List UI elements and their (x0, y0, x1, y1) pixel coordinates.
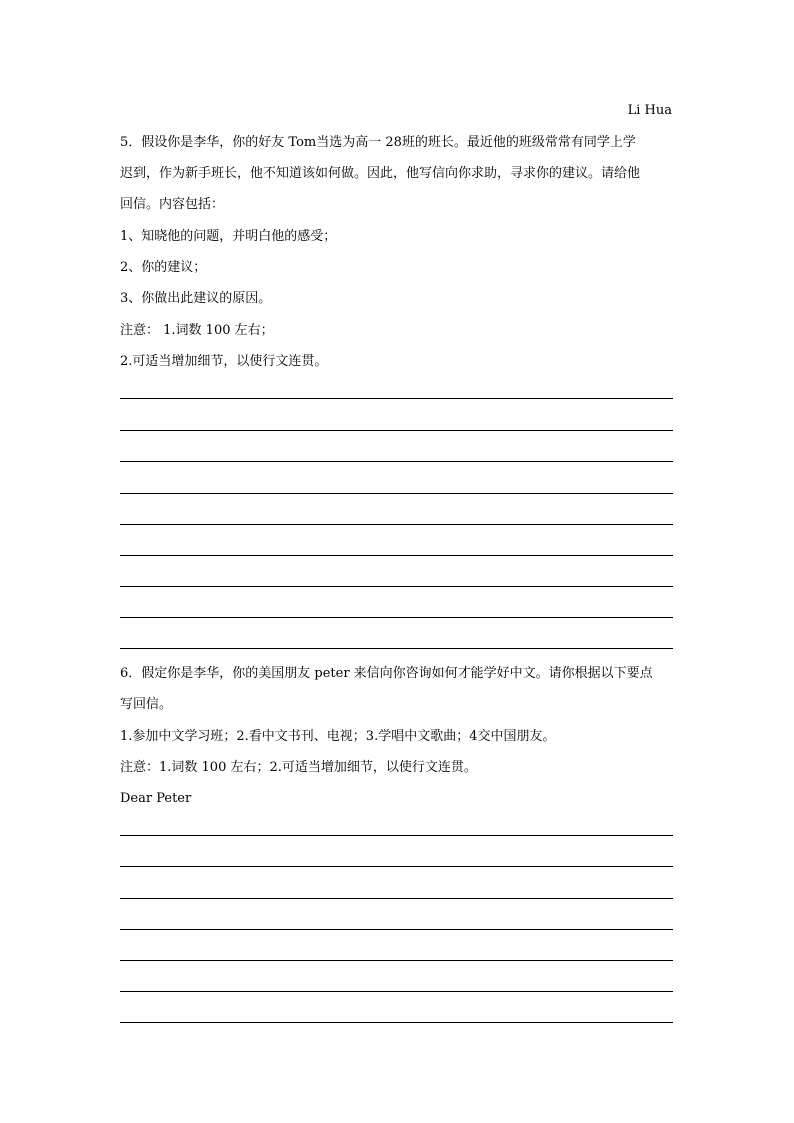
answer-line (120, 648, 673, 649)
answer-line (120, 991, 673, 992)
q5-prompt-line: 5．假设你是李华，你的好友 Tom当选为高一 28班的班长。最近他的班级常常有同学上学 (120, 135, 636, 150)
q6-prompt-line: 6．假定你是李华，你的美国朋友 peter 来信向你咨询如何才能学好中文。请你根据以下要点 (120, 666, 653, 681)
answer-line (120, 524, 673, 525)
q5-note-1: 注意： 1.词数 100 左右； (120, 323, 274, 338)
answer-line (120, 493, 673, 494)
q5-note-2: 2.可适当增加细节，以使行文连贯。 (120, 354, 328, 369)
q5-prompt-line: 回信。内容包括： (120, 197, 225, 212)
answer-line (120, 835, 673, 836)
answer-line (120, 960, 673, 961)
answer-line (120, 430, 673, 431)
answer-line (120, 866, 673, 867)
answer-line (120, 586, 673, 587)
answer-line (120, 1022, 673, 1023)
answer-line (120, 555, 673, 556)
answer-line (120, 461, 673, 462)
q6-salutation: Dear Peter (120, 791, 192, 806)
q5-point-2: 2、你的建议； (120, 260, 207, 275)
answer-line (120, 898, 673, 899)
q6-points: 1.参加中文学习班；2.看中文书刊、电视；3.学唱中文歌曲；4交中国朋友。 (120, 729, 556, 744)
signoff-name: Li Hua (627, 103, 672, 118)
q6-prompt-line: 写回信。 (120, 697, 173, 712)
q5-point-3: 3、你做出此建议的原因。 (120, 291, 272, 306)
q6-note: 注意：1.词数 100 左右；2.可适当增加细节，以使行文连贯。 (120, 760, 477, 775)
answer-line (120, 398, 673, 399)
answer-line (120, 929, 673, 930)
answer-line (120, 617, 673, 618)
q5-prompt-line: 迟到，作为新手班长，他不知道该如何做。因此，他写信向你求助，寻求你的建议。请给他 (120, 166, 641, 181)
q5-point-1: 1、知晓他的问题，并明白他的感受； (120, 229, 337, 244)
